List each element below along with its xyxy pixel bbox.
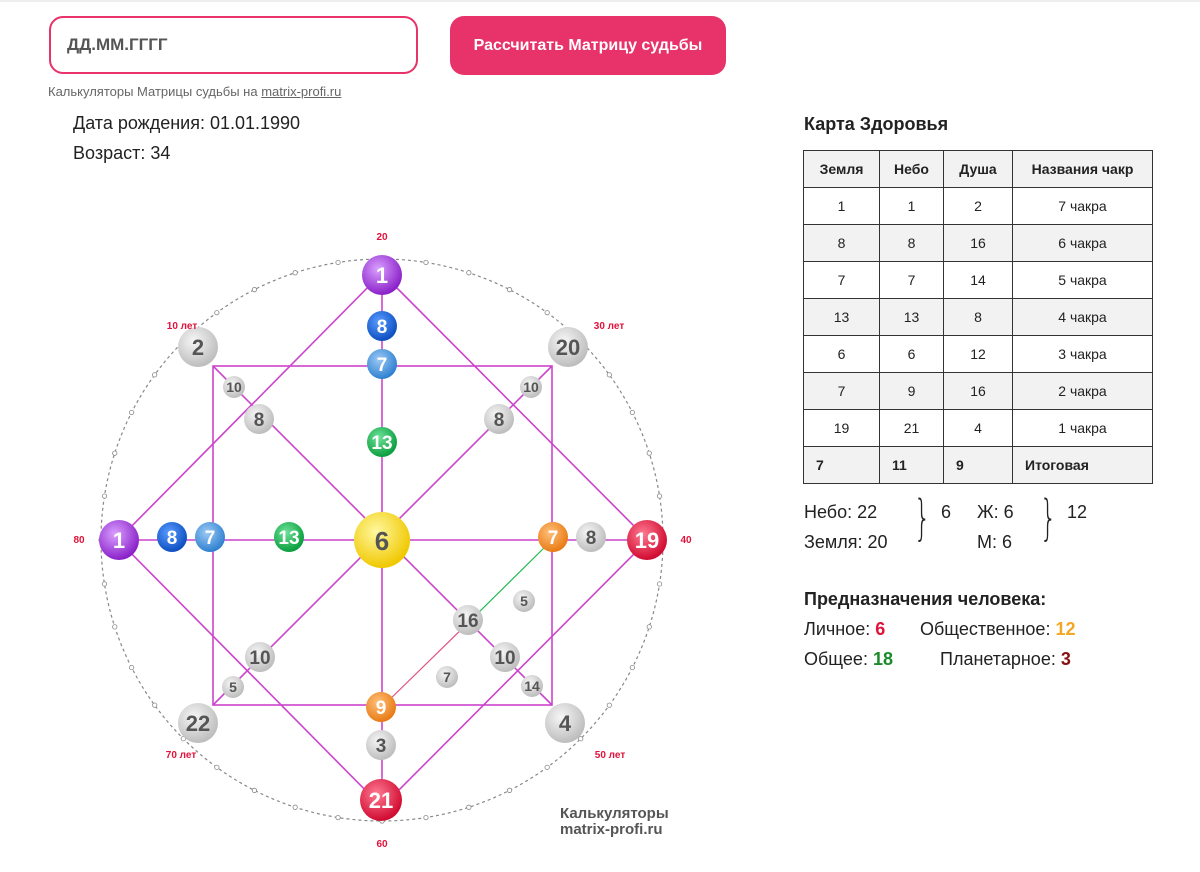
cell: 8 bbox=[804, 225, 880, 262]
top-left-point bbox=[178, 327, 218, 367]
svg-text:2: 2 bbox=[191, 335, 205, 360]
center-point bbox=[354, 512, 410, 568]
top-divider bbox=[0, 0, 1200, 2]
money-point-3 bbox=[436, 666, 458, 688]
svg-text:19: 19 bbox=[634, 528, 660, 553]
col-chakra: Названия чакр bbox=[1013, 151, 1153, 188]
table-total-row bbox=[804, 447, 1153, 484]
svg-text:13: 13 bbox=[278, 528, 300, 549]
money-point-1 bbox=[453, 605, 483, 635]
cell: 3 чакра bbox=[1013, 336, 1153, 373]
purpose-personal-label: Личное: bbox=[804, 619, 871, 639]
cell: 19 bbox=[804, 410, 880, 447]
svg-text:60: 60 bbox=[376, 839, 388, 850]
cell: 2 bbox=[944, 188, 1013, 225]
age-dot bbox=[113, 451, 117, 455]
col-sky: Небо bbox=[880, 151, 944, 188]
purpose-planet-label: Планетарное: bbox=[940, 649, 1056, 669]
age-dot bbox=[607, 703, 611, 707]
purpose-title: Предназначения человека: bbox=[804, 589, 1047, 609]
right-point bbox=[627, 520, 667, 560]
svg-text:8: 8 bbox=[585, 528, 597, 549]
cell: 7 bbox=[880, 262, 944, 299]
cell: 1 bbox=[804, 188, 880, 225]
svg-text:4: 4 bbox=[558, 711, 572, 736]
col-earth: Земля bbox=[804, 151, 880, 188]
col-soul: Душа bbox=[944, 151, 1013, 188]
cell: 6 bbox=[804, 336, 880, 373]
svg-text:13: 13 bbox=[371, 433, 393, 454]
money-line-red bbox=[382, 622, 469, 707]
money-point-2 bbox=[513, 590, 535, 612]
age-dot bbox=[152, 373, 156, 377]
earth-sum: Земля: 20 bbox=[804, 532, 888, 552]
cell: 11 bbox=[880, 447, 944, 484]
male-sum: М: 6 bbox=[977, 532, 1013, 552]
health-map-title: Карта Здоровья bbox=[804, 114, 949, 134]
age-dot bbox=[507, 287, 511, 291]
purpose-social-value: 12 bbox=[1055, 619, 1076, 639]
health-table bbox=[803, 150, 1153, 484]
svg-text:9: 9 bbox=[375, 698, 387, 719]
svg-text:3: 3 bbox=[375, 736, 387, 757]
age-dot bbox=[129, 410, 133, 414]
bottom-left-point bbox=[178, 703, 218, 743]
cell: Итоговая bbox=[1013, 447, 1153, 484]
diag-inner-tl bbox=[244, 404, 274, 434]
destiny-matrix-chart bbox=[70, 225, 696, 853]
cell: 4 bbox=[944, 410, 1013, 447]
bottom-point bbox=[360, 779, 402, 821]
cell: 6 bbox=[880, 336, 944, 373]
age-dot bbox=[336, 815, 340, 819]
bottom-point-3 bbox=[366, 730, 396, 760]
credit-text: Калькуляторы Матрицы судьбы на bbox=[48, 84, 258, 99]
age-dot bbox=[630, 410, 634, 414]
cell: 6 чакра bbox=[1013, 225, 1153, 262]
brace-icon: } bbox=[1039, 490, 1057, 546]
left-point bbox=[99, 520, 139, 560]
cell: 8 bbox=[880, 225, 944, 262]
svg-text:Калькуляторы: Калькуляторы bbox=[560, 805, 669, 822]
age-dot bbox=[424, 260, 428, 264]
left-point-3 bbox=[195, 522, 225, 552]
age-dot bbox=[647, 451, 651, 455]
svg-text:5: 5 bbox=[520, 593, 528, 609]
svg-text:10: 10 bbox=[523, 379, 539, 395]
age-dot bbox=[424, 815, 428, 819]
top-point bbox=[362, 255, 402, 295]
purpose-general-label: Общее: bbox=[804, 649, 868, 669]
top-right-point bbox=[548, 327, 588, 367]
svg-text:7: 7 bbox=[376, 355, 388, 376]
age-dot bbox=[467, 805, 471, 809]
cell: 16 bbox=[944, 225, 1013, 262]
cell: 13 bbox=[880, 299, 944, 336]
brace-icon: } bbox=[913, 490, 931, 546]
gender-sum: 12 bbox=[1067, 502, 1088, 522]
svg-text:1: 1 bbox=[375, 263, 389, 288]
age-dot bbox=[252, 788, 256, 792]
top-point-3 bbox=[367, 349, 397, 379]
cell: 14 bbox=[944, 262, 1013, 299]
age-dot bbox=[545, 765, 549, 769]
age-dot bbox=[252, 287, 256, 291]
cell: 1 bbox=[880, 188, 944, 225]
svg-text:50 лет: 50 лет bbox=[594, 750, 626, 761]
sky-sum: Небо: 22 bbox=[804, 502, 878, 522]
svg-text:70 лет: 70 лет bbox=[165, 750, 197, 761]
svg-text:21: 21 bbox=[368, 788, 394, 813]
age-dot bbox=[607, 373, 611, 377]
birth-date-label: Дата рождения: 01.01.1990 bbox=[73, 113, 301, 133]
diag-inner-bl bbox=[245, 642, 275, 672]
right-point-2 bbox=[538, 522, 568, 552]
age-dot bbox=[152, 703, 156, 707]
svg-text:20: 20 bbox=[376, 232, 388, 243]
age-dot bbox=[507, 788, 511, 792]
bottom-right-point bbox=[545, 703, 585, 743]
right-point-3 bbox=[576, 522, 606, 552]
svg-text:10: 10 bbox=[249, 648, 271, 669]
diag-outer-tr bbox=[520, 376, 542, 398]
svg-text:matrix-profi.ru: matrix-profi.ru bbox=[560, 821, 663, 838]
purpose-social-label: Общественное: bbox=[920, 619, 1051, 639]
svg-text:6: 6 bbox=[374, 526, 390, 556]
cell: 16 bbox=[944, 373, 1013, 410]
bottom-point-2 bbox=[366, 692, 396, 722]
female-sum: Ж: 6 bbox=[977, 502, 1014, 522]
svg-text:7: 7 bbox=[204, 528, 216, 549]
birth-date-input[interactable] bbox=[49, 16, 418, 74]
table-row bbox=[804, 373, 1153, 410]
cell: 7 чакра bbox=[1013, 188, 1153, 225]
svg-text:40: 40 bbox=[680, 535, 692, 546]
cell: 9 bbox=[944, 447, 1013, 484]
age-dot bbox=[102, 494, 106, 498]
diag-outer-br bbox=[521, 675, 543, 697]
credit-link[interactable]: matrix-profi.ru bbox=[261, 84, 342, 99]
age-dot bbox=[657, 494, 661, 498]
diag-inner-tr bbox=[484, 404, 514, 434]
svg-text:16: 16 bbox=[457, 611, 479, 632]
svg-text:8: 8 bbox=[376, 317, 388, 338]
cell: 4 чакра bbox=[1013, 299, 1153, 336]
svg-text:8: 8 bbox=[253, 410, 265, 431]
cell: 2 чакра bbox=[1013, 373, 1153, 410]
age-dot bbox=[113, 625, 117, 629]
top-point-2 bbox=[367, 311, 397, 341]
top-point-4 bbox=[367, 427, 397, 457]
calculate-matrix-button[interactable]: Рассчитать Матрицу судьбы bbox=[450, 16, 726, 75]
svg-text:22: 22 bbox=[185, 711, 211, 736]
cell: 9 bbox=[880, 373, 944, 410]
svg-text:8: 8 bbox=[493, 410, 505, 431]
age-dot bbox=[467, 271, 471, 275]
cell: 8 bbox=[944, 299, 1013, 336]
brand-watermark bbox=[560, 805, 669, 838]
svg-text:10: 10 bbox=[494, 648, 516, 669]
svg-text:30 лет: 30 лет bbox=[593, 321, 625, 332]
age-dot bbox=[215, 310, 219, 314]
svg-text:20: 20 bbox=[555, 335, 581, 360]
cell: 12 bbox=[944, 336, 1013, 373]
cell: 7 bbox=[804, 262, 880, 299]
diag-outer-tl bbox=[223, 376, 245, 398]
svg-text:7: 7 bbox=[443, 669, 451, 685]
svg-text:14: 14 bbox=[524, 678, 540, 694]
purpose-planet bbox=[940, 649, 1071, 670]
table-row bbox=[804, 225, 1153, 262]
purpose-personal bbox=[804, 619, 885, 640]
money-line-green bbox=[469, 540, 552, 622]
table-row bbox=[804, 336, 1153, 373]
age-dot bbox=[578, 736, 582, 740]
age-dot bbox=[293, 271, 297, 275]
cell: 21 bbox=[880, 410, 944, 447]
credit-line bbox=[48, 84, 341, 99]
left-point-2 bbox=[157, 522, 187, 552]
age-dot bbox=[545, 310, 549, 314]
purpose-general-value: 18 bbox=[872, 649, 893, 669]
svg-text:10: 10 bbox=[226, 379, 242, 395]
health-header-row bbox=[804, 151, 1153, 188]
purpose-personal-value: 6 bbox=[875, 619, 886, 639]
left-point-4 bbox=[274, 522, 304, 552]
svg-text:5: 5 bbox=[229, 679, 237, 695]
diag-inner-br bbox=[490, 642, 520, 672]
purpose-social bbox=[920, 619, 1076, 640]
table-row bbox=[804, 299, 1153, 336]
age-dot bbox=[293, 805, 297, 809]
svg-text:10 лет: 10 лет bbox=[166, 321, 198, 332]
svg-text:1: 1 bbox=[112, 528, 126, 553]
age-dot bbox=[102, 582, 106, 586]
age-dot bbox=[215, 765, 219, 769]
purpose-planet-value: 3 bbox=[1060, 649, 1071, 669]
cell: 7 bbox=[804, 373, 880, 410]
table-row bbox=[804, 410, 1153, 447]
diag-outer-bl bbox=[222, 676, 244, 698]
svg-text:8: 8 bbox=[166, 528, 178, 549]
cell: 1 чакра bbox=[1013, 410, 1153, 447]
age-dot bbox=[657, 582, 661, 586]
age-dot bbox=[630, 665, 634, 669]
age-label: Возраст: 34 bbox=[73, 143, 171, 163]
svg-text:80: 80 bbox=[73, 535, 85, 546]
cell: 7 bbox=[804, 447, 880, 484]
sky-earth-sum: 6 bbox=[941, 502, 952, 522]
table-row bbox=[804, 188, 1153, 225]
purpose-general bbox=[804, 649, 893, 670]
svg-text:7: 7 bbox=[547, 528, 559, 549]
age-dot bbox=[129, 665, 133, 669]
age-dot bbox=[647, 625, 651, 629]
cell: 5 чакра bbox=[1013, 262, 1153, 299]
cell: 13 bbox=[804, 299, 880, 336]
table-row bbox=[804, 262, 1153, 299]
age-dot bbox=[336, 260, 340, 264]
